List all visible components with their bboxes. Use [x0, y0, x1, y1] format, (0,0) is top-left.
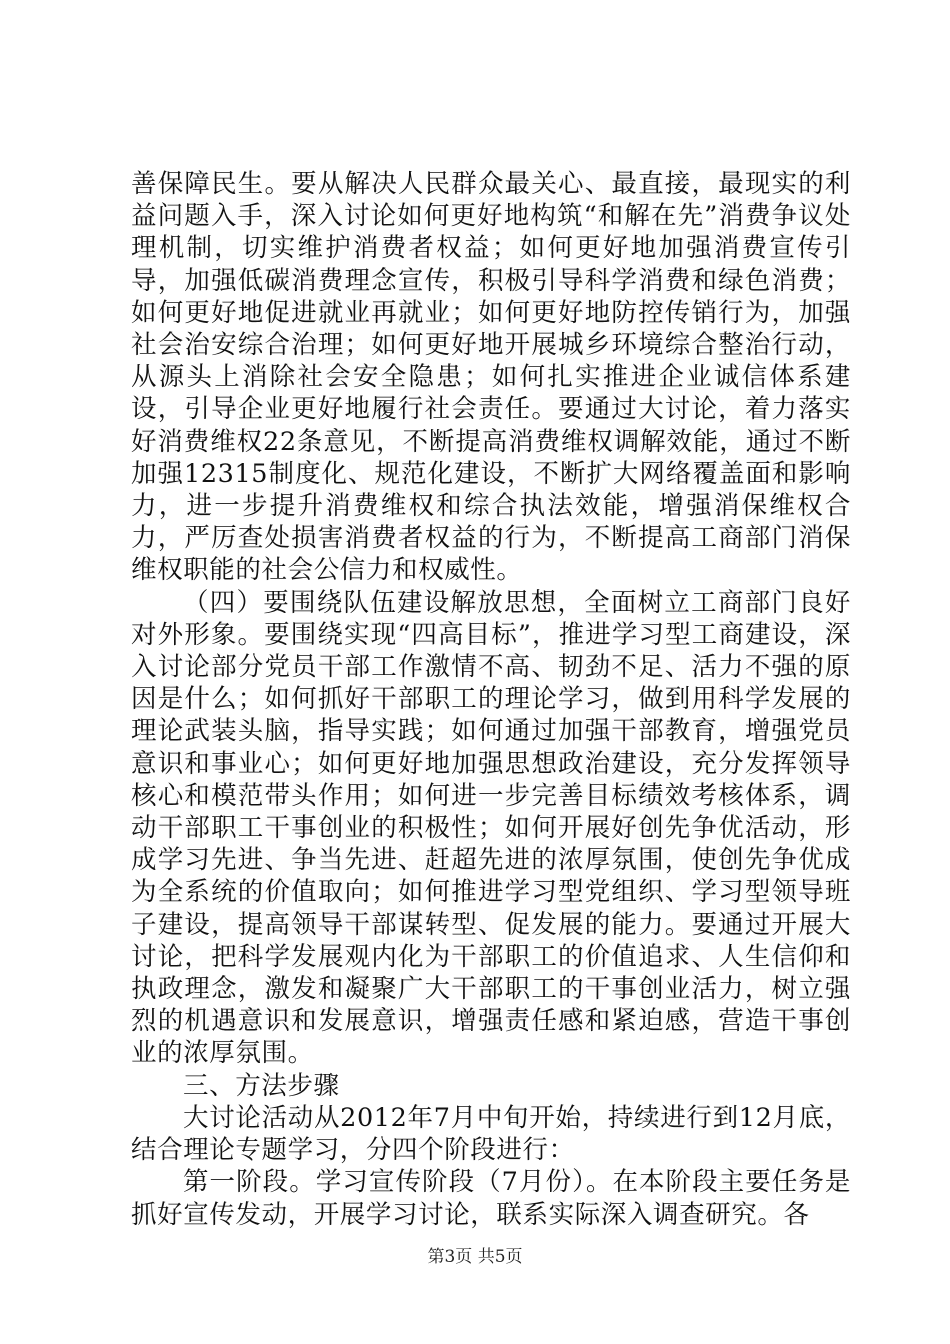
paragraph-first-stage: 第一阶段。学习宣传阶段（7月份）。在本阶段主要任务是抓好宣传发动，开展学习讨论，联系实际深入调查研究。各 [131, 1167, 851, 1230]
paragraph-team-building: （四）要围绕队伍建设解放思想，全面树立工商部门良好对外形象。要围绕实现“四高目标”，推进学习型工商建设，深入讨论部分党员干部工作激情不高、韧劲不足、活力不强的原因是什么；如何抓好干部职工的理论学习，做到用科学发展的理论武装头脑，指导实践；如何通过加强干部教育，增强党员意识和事业心；如何更好地加强思想政治建设，充分发挥领导核心和模范带头作用；如何进一步完善目标绩效考核体系，调动干部职工干事创业的积极性；如何开展好创先争优活动，形成学习先进、争当先进、赶超先进的浓厚氛围，使创先争优成为全系统的价值取向；如何推进学习型党组织、学习型领导班子建设，提高领导干部谋转型、促发展的能力。要通过开展大讨论，把科学发展观内化为干部职工的价值追求、人生信仰和执政理念，激发和凝聚广大干部职工的干事创业活力，树立强烈的机遇意识和发展意识，增强责任感和紧迫感，营造干事创业的浓厚氛围。 [131, 587, 851, 1069]
document-body [131, 168, 851, 1231]
paragraph-schedule: 大讨论活动从2012年7月中旬开始，持续进行到12月底，结合理论专题学习，分四个阶段进行： [131, 1102, 851, 1166]
paragraph-consumer-rights: 善保障民生。要从解决人民群众最关心、最直接，最现实的利益问题入手，深入讨论如何更好地构筑“和解在先”消费争议处理机制，切实维护消费者权益；如何更好地加强消费宣传引导，加强低碳消费理念宣传，积极引导科学消费和绿色消费；如何更好地促进就业再就业；如何更好地防控传销行为，加强社会治安综合治理；如何更好地开展城乡环境综合整治行动，从源头上消除社会安全隐患；如何扎实推进企业诚信体系建设，引导企业更好地履行社会责任。要通过大讨论，着力落实好消费维权22条意见，不断提高消费维权调解效能，通过不断加强12315制度化、规范化建设，不断扩大网络覆盖面和影响力，进一步提升消费维权和综合执法效能，增强消保维权合力，严厉查处损害消费者权益的行为，不断提高工商部门消保维权职能的社会公信力和权威性。 [131, 169, 851, 586]
page-footer: 第3页 共5页 [427, 1247, 523, 1267]
section-heading-methods: 三、方法步骤 [183, 1070, 340, 1101]
